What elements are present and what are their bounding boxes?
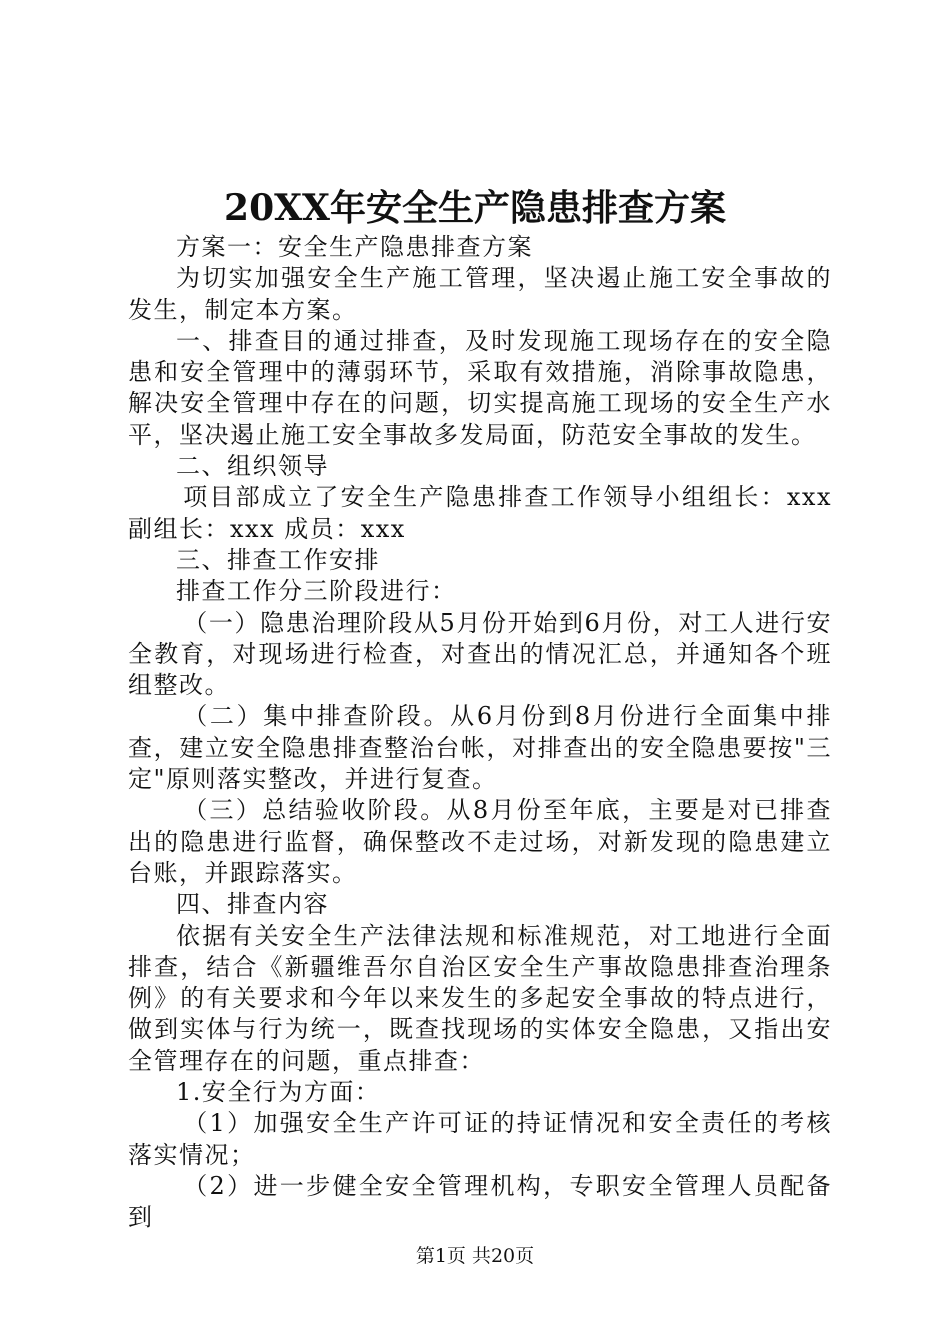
document-body bbox=[128, 232, 832, 1234]
paragraph: 排查工作分三阶段进行： bbox=[176, 577, 457, 606]
paragraph: 为切实加强安全生产施工管理，坚决遏止施工安全事故的发生，制定本方案。 bbox=[128, 264, 832, 324]
paragraph: 二、组织领导 bbox=[176, 452, 329, 481]
paragraph: （三）总结验收阶段。从8月份至年底，主要是对已排查出的隐患进行监督，确保整改不走过场，对新发现的隐患建立台账，并跟踪落实。 bbox=[128, 796, 832, 887]
paragraph: （2）进一步健全安全管理机构，专职安全管理人员配备到 bbox=[128, 1171, 832, 1232]
paragraph: 三、排查工作安排 bbox=[176, 545, 380, 574]
paragraph: 四、排查内容 bbox=[176, 890, 329, 919]
paragraph: 依据有关安全生产法律法规和标准规范，对工地进行全面排查，结合《新疆维吾尔自治区安全生产事故隐患排查治理条例》的有关要求和今年以来发生的多起安全事故的特点进行，做到实体与行为统一，既查找现场的实体安全隐患，又指出安全管理存在的问题，重点排查： bbox=[128, 921, 832, 1075]
paragraph: 项目部成立了安全生产隐患排查工作领导小组组长：xxx副组长：xxx 成员：xxx bbox=[128, 483, 832, 543]
paragraph: 一、排查目的通过排查，及时发现施工现场存在的安全隐患和安全管理中的薄弱环节，采取有效措施，消除事故隐患，解决安全管理中存在的问题，切实提高施工现场的安全生产水平，坚决遏止施工安全事故多发局面，防范安全事故的发生。 bbox=[128, 326, 832, 449]
paragraph: 方案一：安全生产隐患排查方案 bbox=[176, 233, 533, 261]
paragraph: （一）隐患治理阶段从5月份开始到6月份，对工人进行安全教育，对现场进行检查，对查出的情况汇总，并通知各个班组整改。 bbox=[128, 608, 832, 700]
paragraph: （二）集中排查阶段。从6月份到8月份进行全面集中排查，建立安全隐患排查整治台帐，对排查出的安全隐患要按"三定"原则落实整改，并进行复查。 bbox=[128, 702, 832, 794]
page-number: 第1页 共20页 bbox=[415, 1245, 535, 1267]
paragraph: 1.安全行为方面： bbox=[176, 1078, 381, 1107]
paragraph: （1）加强安全生产许可证的持证情况和安全责任的考核落实情况； bbox=[128, 1109, 832, 1169]
document-title: 20XX年安全生产隐患排查方案 bbox=[224, 187, 726, 229]
